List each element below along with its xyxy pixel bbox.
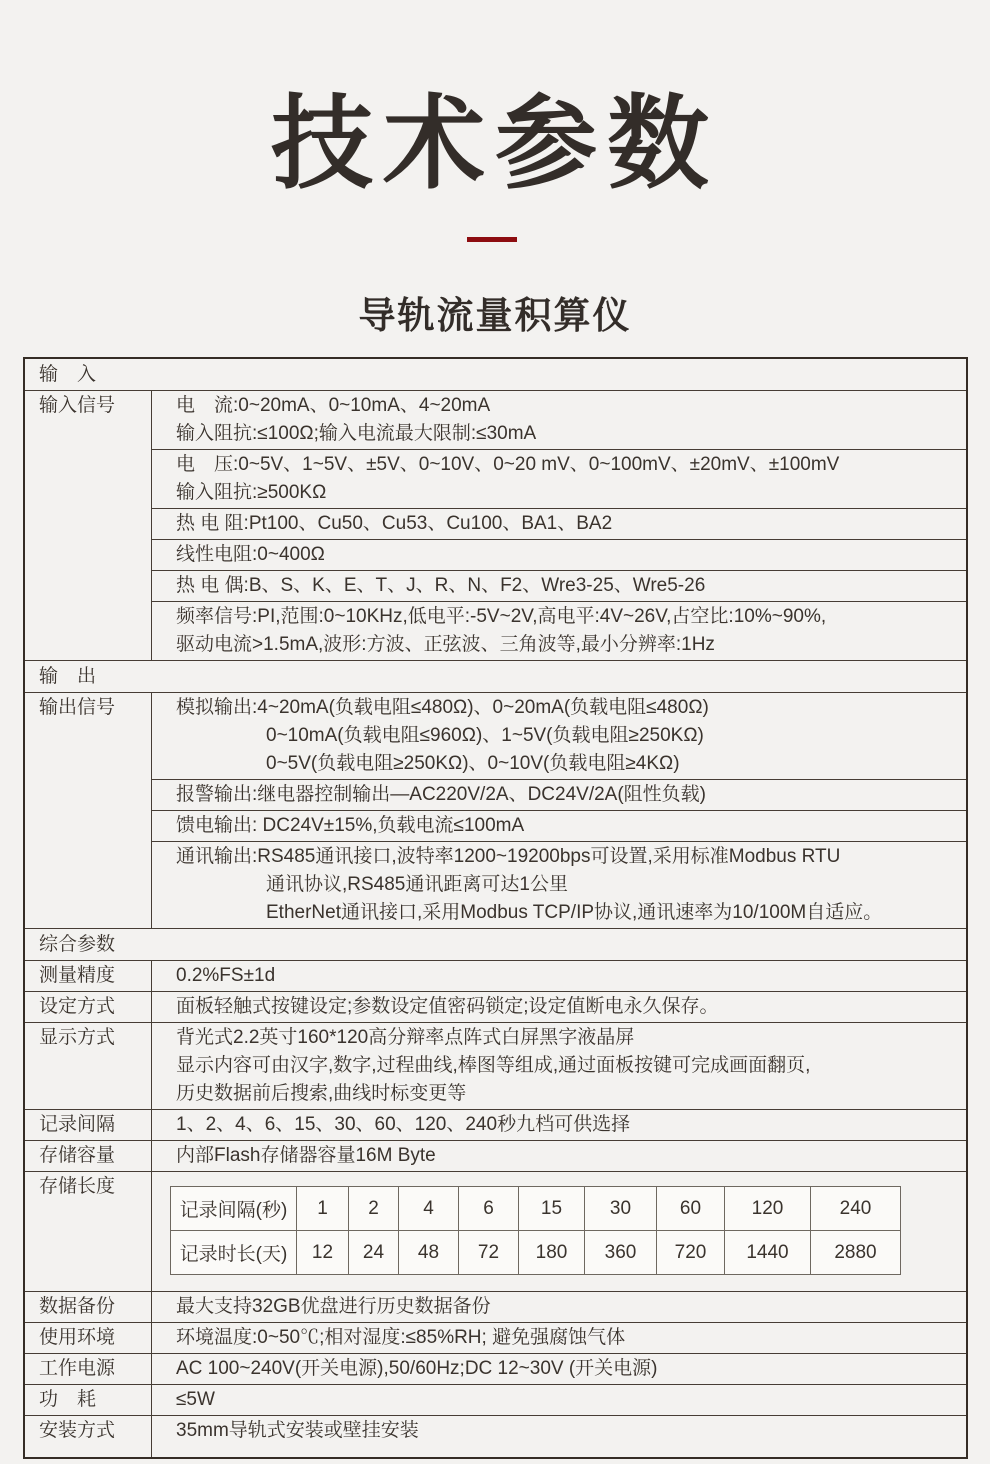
table-row: [25, 991, 966, 1022]
table-row: [25, 1353, 966, 1384]
product-subtitle: 导轨流量积算仪: [358, 295, 632, 336]
row-content: [152, 1354, 966, 1384]
spec-table: [23, 357, 968, 1459]
spec-line: ≤5W: [176, 1389, 215, 1410]
storage-table: [170, 1186, 901, 1275]
spec-line: 0~10mA(负载电阻≤960Ω)、1~5V(负载电阻≥250KΩ): [266, 725, 704, 746]
row-content: [152, 1385, 966, 1415]
spec-line: 模拟输出:4~20mA(负载电阻≤480Ω)、0~20mA(负载电阻≤480Ω): [176, 697, 709, 718]
table-row: [25, 1140, 966, 1171]
row-label: 功 耗: [25, 1385, 152, 1415]
spec-line: 背光式2.2英寸160*120高分辩率点阵式白屏黑字液晶屏: [176, 1027, 635, 1048]
spec-line: 热 电 阻:Pt100、Cu50、Cu53、Cu100、BA1、BA2: [176, 513, 613, 534]
spec-subrow: [152, 1385, 966, 1415]
storage-value-cell: 15: [519, 1187, 585, 1231]
storage-value-cell: 360: [585, 1231, 657, 1275]
spec-subrow: [152, 779, 966, 810]
page-title: 技术参数: [271, 87, 719, 201]
spec-subrow: [152, 1023, 966, 1109]
spec-subrow: [152, 601, 966, 660]
row-content: [152, 961, 966, 991]
storage-value-cell: 240: [811, 1187, 901, 1231]
row-content: [152, 693, 966, 928]
spec-subrow: [152, 841, 966, 928]
storage-value-cell: 2880: [811, 1231, 901, 1275]
spec-line: 面板轻触式按键设定;参数设定值密码锁定;设定值断电永久保存。: [176, 996, 719, 1017]
spec-line: AC 100~240V(开关电源),50/60Hz;DC 12~30V (开关电源): [176, 1358, 658, 1379]
storage-value-cell: 60: [657, 1187, 725, 1231]
spec-subrow: [152, 539, 966, 570]
row-content: [152, 1292, 966, 1322]
storage-value-cell: 720: [657, 1231, 725, 1275]
table-row: [25, 1322, 966, 1353]
row-label: 显示方式: [25, 1023, 152, 1109]
spec-subrow: [152, 1292, 966, 1322]
row-content: [152, 1023, 966, 1109]
spec-line: 内部Flash存储器容量16M Byte: [176, 1145, 436, 1166]
spec-line: 报警输出:继电器控制输出—AC220V/2A、DC24V/2A(阻性负载): [176, 784, 706, 805]
spec-line: 显示内容可由汉字,数字,过程曲线,棒图等组成,通过面板按键可完成画面翻页,: [176, 1055, 811, 1076]
spec-line: 输入阻抗:≤100Ω;输入电流最大限制:≤30mA: [176, 423, 537, 444]
spec-line: 馈电输出: DC24V±15%,负载电流≤100mA: [176, 815, 525, 836]
table-row: [25, 1109, 966, 1140]
spec-line: 线性电阻:0~400Ω: [176, 544, 325, 565]
storage-value-cell: 120: [725, 1187, 811, 1231]
spec-line: 通讯协议,RS485通讯距离可达1公里: [266, 874, 568, 895]
table-row: [25, 1022, 966, 1109]
spec-line: 历史数据前后搜索,曲线时标变更等: [176, 1083, 467, 1104]
spec-line: 0.2%FS±1d: [176, 965, 276, 986]
spec-line: 电 流:0~20mA、0~10mA、4~20mA: [176, 395, 491, 416]
section-label: 综合参数: [39, 934, 116, 955]
red-divider: [467, 237, 517, 242]
row-content: [152, 391, 966, 660]
table-row: [25, 390, 966, 660]
table-row: [25, 1384, 966, 1415]
spec-line: 电 压:0~5V、1~5V、±5V、0~10V、0~20 mV、0~100mV、±20mV、±100mV: [176, 454, 840, 475]
row-label: 存储容量: [25, 1141, 152, 1171]
spec-subrow: [152, 1110, 966, 1140]
spec-line: 输入阻抗:≥500KΩ: [176, 482, 327, 503]
spec-subrow: [152, 391, 966, 449]
spec-subrow: [152, 570, 966, 601]
storage-value-cell: 48: [399, 1231, 459, 1275]
row-label: 使用环境: [25, 1323, 152, 1353]
section-header-row: [25, 928, 966, 960]
storage-value-cell: 72: [459, 1231, 519, 1275]
table-row: [25, 1291, 966, 1322]
section-label: 输 入: [39, 364, 97, 385]
spec-subrow: [152, 992, 966, 1022]
storage-value-cell: 2: [349, 1187, 399, 1231]
row-label: 测量精度: [25, 961, 152, 991]
section-header-row: [25, 660, 966, 692]
spec-line: EtherNet通讯接口,采用Modbus TCP/IP协议,通讯速率为10/100M自适应。: [266, 902, 883, 923]
spec-line: 1、2、4、6、15、30、60、120、240秒九档可供选择: [176, 1114, 631, 1135]
spec-subrow: [152, 508, 966, 539]
spec-subrow: [152, 449, 966, 508]
storage-value-cell: 12: [297, 1231, 349, 1275]
spec-subrow: [152, 693, 966, 779]
row-label: 存储长度: [25, 1172, 152, 1291]
row-content: [152, 1416, 966, 1457]
storage-table-row: [171, 1231, 901, 1275]
row-content: [152, 1110, 966, 1140]
spec-line: 通讯输出:RS485通讯接口,波特率1200~19200bps可设置,采用标准Modbus RTU: [176, 846, 841, 867]
spec-line: 热 电 偶:B、S、K、E、T、J、R、N、F2、Wre3-25、Wre5-26: [176, 575, 706, 596]
spec-subrow: [152, 1323, 966, 1353]
spec-line: 最大支持32GB优盘进行历史数据备份: [176, 1296, 491, 1317]
spec-subrow: [152, 810, 966, 841]
section-header-row: [25, 359, 966, 390]
spec-line: 35mm导轨式安装或壁挂安装: [176, 1420, 419, 1441]
spec-line: 驱动电流>1.5mA,波形:方波、正弦波、三角波等,最小分辨率:1Hz: [176, 634, 715, 655]
row-label: 安装方式: [25, 1416, 152, 1457]
spec-subrow: [152, 1141, 966, 1171]
storage-value-cell: 24: [349, 1231, 399, 1275]
storage-table-wrapper: [152, 1172, 966, 1291]
spec-subrow: [152, 961, 966, 991]
spec-line: 环境温度:0~50℃;相对湿度:≤85%RH; 避免强腐蚀气体: [176, 1327, 626, 1348]
table-row: [25, 1171, 966, 1291]
row-content: [152, 1172, 966, 1291]
table-row: [25, 1415, 966, 1457]
spec-line: 0~5V(负载电阻≥250KΩ)、0~10V(负载电阻≥4KΩ): [266, 753, 680, 774]
storage-value-cell: 4: [399, 1187, 459, 1231]
row-content: [152, 1141, 966, 1171]
row-content: [152, 1323, 966, 1353]
storage-table-row: [171, 1187, 901, 1231]
storage-row-label: 记录间隔(秒): [171, 1187, 297, 1231]
row-label: 输入信号: [25, 391, 152, 660]
row-content: [152, 992, 966, 1022]
spec-subrow: [152, 1416, 966, 1457]
row-label: 工作电源: [25, 1354, 152, 1384]
row-label: 数据备份: [25, 1292, 152, 1322]
storage-value-cell: 30: [585, 1187, 657, 1231]
storage-value-cell: 180: [519, 1231, 585, 1275]
row-label: 设定方式: [25, 992, 152, 1022]
row-label: 记录间隔: [25, 1110, 152, 1140]
spec-line: 频率信号:PI,范围:0~10KHz,低电平:-5V~2V,高电平:4V~26V,占空比:10%~90%,: [176, 606, 827, 627]
table-row: [25, 960, 966, 991]
storage-row-label: 记录时长(天): [171, 1231, 297, 1275]
storage-value-cell: 6: [459, 1187, 519, 1231]
row-label: 输出信号: [25, 693, 152, 928]
section-label: 输 出: [39, 666, 97, 687]
spec-subrow: [152, 1354, 966, 1384]
storage-value-cell: 1: [297, 1187, 349, 1231]
storage-value-cell: 1440: [725, 1231, 811, 1275]
table-row: [25, 692, 966, 928]
